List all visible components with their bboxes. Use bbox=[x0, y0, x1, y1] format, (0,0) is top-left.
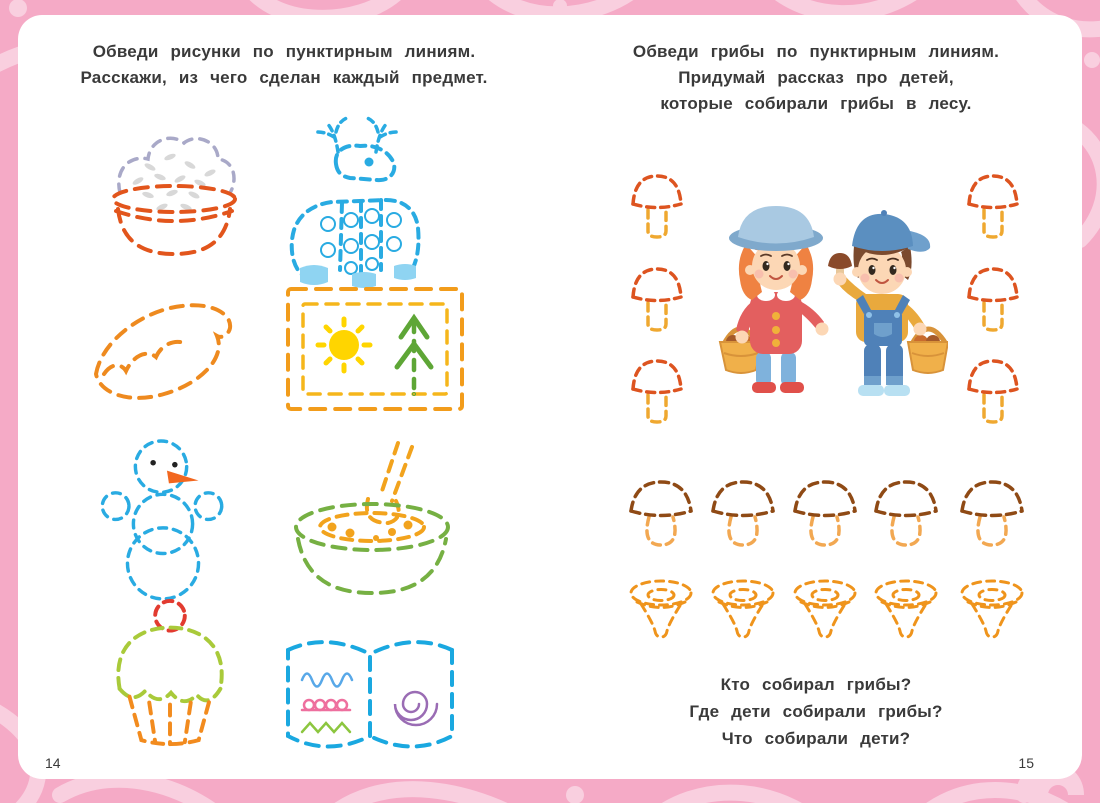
instruction-line: которые собирали грибы в лесу. bbox=[660, 94, 972, 113]
chanterelle-trace-figure bbox=[627, 575, 695, 645]
spiral-line bbox=[395, 692, 437, 725]
page-left bbox=[18, 15, 550, 779]
left-page-instructions bbox=[18, 39, 550, 91]
mushroom-trace-figure bbox=[628, 263, 686, 335]
chanterelle-trace-figure bbox=[958, 575, 1026, 645]
bowl-of-rice-figure bbox=[90, 115, 256, 257]
children-illustration bbox=[700, 182, 948, 408]
boletus-trace-figure bbox=[872, 477, 940, 549]
boletus-trace-figure bbox=[627, 477, 695, 549]
questions-block bbox=[550, 671, 1082, 752]
boy-with-basket bbox=[828, 210, 948, 396]
boletus-trace-figure bbox=[791, 477, 859, 549]
open-book-figure bbox=[278, 608, 462, 750]
question-line: Что собирали дети? bbox=[721, 729, 911, 748]
page-right bbox=[550, 15, 1082, 779]
mushroom-trace-figure bbox=[628, 355, 686, 427]
cupcake-figure bbox=[92, 594, 248, 752]
carrot-nose-icon bbox=[167, 471, 199, 484]
instruction-line: Обведи рисунки по пунктирным линиям. bbox=[92, 42, 476, 61]
snowman-figure bbox=[88, 430, 238, 602]
snowman-drawing bbox=[88, 430, 238, 602]
framed-picture-drawing bbox=[284, 285, 466, 413]
right-page-instructions bbox=[550, 39, 1082, 117]
boletus-trace-figure bbox=[958, 477, 1026, 549]
wavy-line bbox=[302, 674, 352, 687]
pie-drawing bbox=[82, 292, 252, 412]
boletus-trace-figure bbox=[709, 477, 777, 549]
bowl-of-soup-figure bbox=[280, 435, 464, 599]
zigzag-line bbox=[302, 723, 350, 732]
page-number-right: 15 bbox=[1018, 755, 1034, 771]
boy-shoe bbox=[884, 385, 910, 396]
mushroom-trace-figure bbox=[964, 170, 1022, 242]
boy-shoe bbox=[858, 385, 884, 396]
loop-line bbox=[302, 700, 350, 710]
girl-with-basket bbox=[720, 206, 829, 393]
chanterelle-trace-figure bbox=[791, 575, 859, 645]
instruction-line: Обведи грибы по пунктирным линиям. bbox=[632, 42, 1000, 61]
question-line: Кто собирал грибы? bbox=[720, 675, 912, 694]
page-number-left: 14 bbox=[45, 755, 61, 771]
girl-shoe bbox=[780, 382, 804, 393]
chanterelle-trace-figure bbox=[709, 575, 777, 645]
book-spread bbox=[18, 15, 1082, 779]
chanterelle-trace-figure bbox=[872, 575, 940, 645]
bowl-of-rice-drawing bbox=[90, 115, 256, 257]
instruction-line: Расскажи, из чего сделан каждый предмет. bbox=[80, 68, 488, 87]
open-book-drawing bbox=[278, 608, 462, 750]
boy-basket-icon bbox=[908, 329, 948, 373]
boy-cap-icon bbox=[852, 210, 930, 252]
instruction-line: Придумай рассказ про детей, bbox=[678, 68, 954, 87]
girl-shoe bbox=[752, 382, 776, 393]
cupcake-drawing bbox=[92, 594, 248, 752]
toy-deer-drawing bbox=[276, 110, 448, 290]
bowl-of-soup-drawing bbox=[280, 435, 464, 599]
mushroom-trace-figure bbox=[964, 355, 1022, 427]
toy-deer-figure bbox=[276, 110, 448, 290]
mushroom-trace-figure bbox=[964, 263, 1022, 335]
pie-figure bbox=[82, 292, 252, 412]
question-line: Где дети собирали грибы? bbox=[689, 702, 943, 721]
fir-tree-icon bbox=[397, 318, 431, 396]
mushroom-trace-figure bbox=[628, 170, 686, 242]
framed-picture-figure bbox=[284, 285, 466, 413]
sun-icon bbox=[318, 319, 370, 371]
